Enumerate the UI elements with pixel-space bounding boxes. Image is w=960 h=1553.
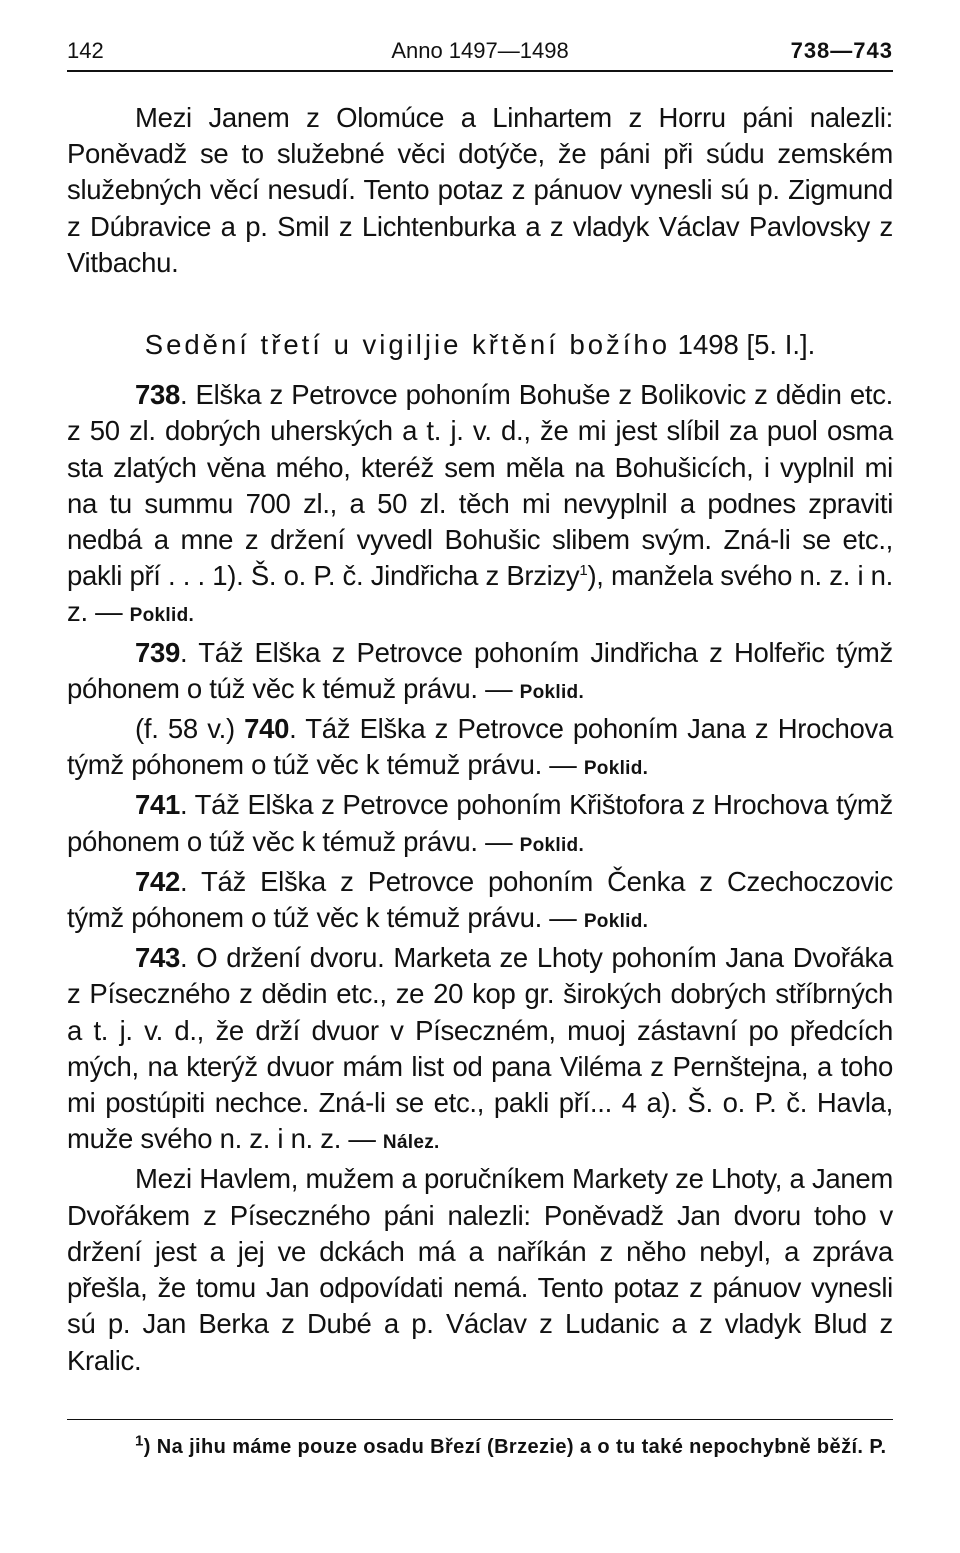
- entry-number: 743: [135, 942, 180, 974]
- footnote-text: ) Na jihu máme pouze osadu Březí (Brzezie) a o tu také nepochybně běží. P.: [143, 1436, 887, 1458]
- header-title: Anno 1497—1498: [391, 38, 569, 63]
- verdict-label: Nález.: [382, 1132, 440, 1154]
- folio-ref: (f. 58 v.): [135, 713, 245, 745]
- footnote-mark: 1: [135, 1432, 144, 1450]
- footnote-ref: 1: [579, 562, 588, 580]
- footnote-divider: [67, 1419, 893, 1420]
- verdict-label: Poklid.: [519, 834, 585, 856]
- entry-range: 738—743: [790, 38, 893, 63]
- verdict-label: Poklid.: [583, 758, 649, 780]
- entry-number: 739: [135, 636, 180, 668]
- entry-740: (f. 58 v.) 740. Táž Elška z Petrovce pohoním Jana z Hrochova týmž póhonem o túž věc k témuž právu. — Poklid.: [67, 713, 893, 781]
- entry-741: 741. Táž Elška z Petrovce pohoním Křištofora z Hrochova týmž póhonem o túž věc k témuž právu. — Poklid.: [67, 789, 893, 857]
- entry-number: 740: [244, 713, 290, 745]
- entry-743: 743. O držení dvoru. Marketa ze Lhoty pohoním Jana Dvořáka z Píseczného z dědin etc., ze 20 kop gr. širokých dobrých stříbrných a t. j. v. d., že drží dvuor v Píseczném, muoj zástavní po předcích mých, na kterýž dvuor mám list od pana Viléma z Pernštejna, a toho mi postúpiti nechce. Zná-li se etc., pakli pří... 4 a). Š. o. P. č. Havla, muže svého n. z. i n. z. — Nález.: [67, 942, 893, 1155]
- entry-738: 738. Elška z Petrovce pohoním Bohuše z Bolikovic z dědin etc. z 50 zl. dobrých uherských a t. j. v. d., že mi jest slíbil za puol osma sta zlatých věna mého, kteréž sem měla na Bohušicích, i vyplnil mi na tu summu 700 zl., a 50 zl. těch mi nevyplnil a podnes zpraviti nedbá a mne z držení vyvedl Bohušic slibem svým. Zná-li se etc., pakli pří . . . 1). Š. o. P. č. Jindřicha z Brzizy$^1$), manžela svého n. z. i n. z. — Poklid.: [67, 379, 893, 628]
- verdict-label: Poklid.: [583, 911, 649, 933]
- entry-number: 741: [135, 789, 180, 821]
- entry-number: 738: [135, 379, 180, 411]
- page-number: 142: [67, 38, 104, 63]
- verdict-label: Poklid.: [129, 605, 195, 627]
- running-header: [67, 30, 893, 72]
- entry-742: 742. Táž Elška z Petrovce pohoním Čenka z Czechoczovic týmž póhonem o túž věc k témuž právu. — Poklid.: [67, 865, 893, 934]
- entry-number: 742: [135, 865, 180, 897]
- footnote: [67, 1432, 893, 1462]
- finding-paragraph-last: Mezi Havlem, mužem a poručníkem Markety ze Lhoty, a Janem Dvořákem z Píseczného páni nalezli: Poněvadž Jan dvoru toho v držení jest a jej ve dckách má a naříkán z něho nebyl, a zpráva přešla, že tomu Jan odpovídati nemá. Tento potaz z pánuov vynesli sú p. Jan Berka z Dubé a p. Václav z Ludanic a z vladyk Blud z Kralic.: [67, 1163, 893, 1376]
- page-body: [67, 100, 893, 1379]
- finding-paragraph: Mezi Janem z Olomúce a Linhartem z Horru páni nalezli: Poněvadž se to služebné věci dotýče, že páni při súdu zemském služebných věcí nesudí. Tento potaz z pánuov vynesli sú p. Zigmund z Dúbravice a p. Smil z Lichtenburka a z vladyk Václav Pavlovsky z Vitbachu.: [67, 102, 893, 278]
- session-heading: Sedění třetí u vigiljie křtění božího 1498 [5. I.].: [144, 329, 816, 361]
- entry-739: 739. Táž Elška z Petrovce pohoním Jindřicha z Holfeřic týmž póhonem o túž věc k témuž právu. — Poklid.: [67, 636, 893, 704]
- verdict-label: Poklid.: [519, 681, 585, 703]
